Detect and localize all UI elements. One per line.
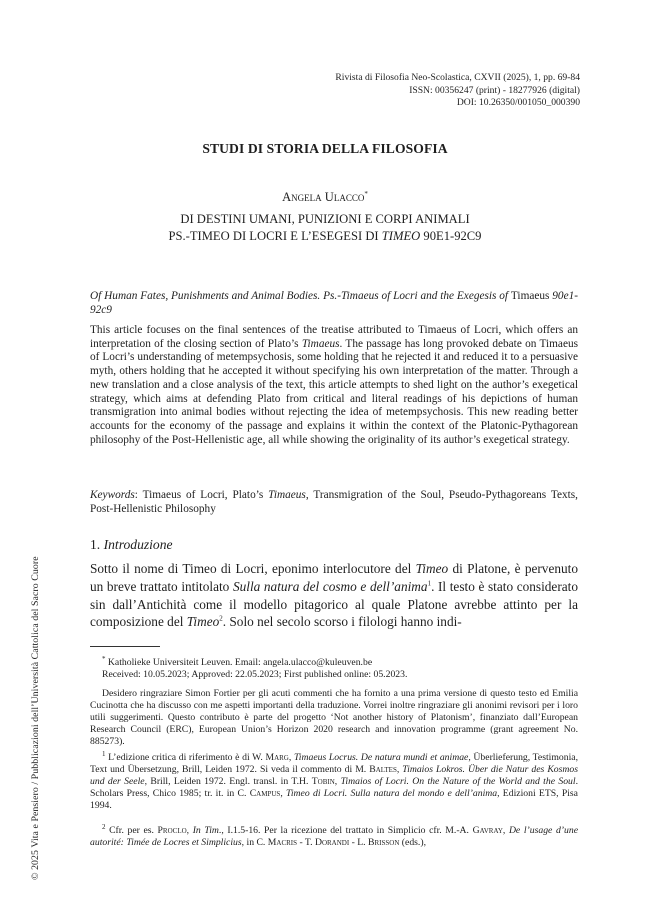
footnote-separator: [90, 646, 160, 647]
section-heading-text: Introduzione: [103, 537, 173, 552]
fn-text: ,: [288, 752, 294, 763]
article-title-line1: DI DESTINI UMANI, PUNIZIONI E CORPI ANIMALI: [180, 212, 470, 226]
journal-issn: ISSN: 00356247 (print) - 18277926 (digital): [409, 84, 580, 96]
fn-title: Timaios of Locri. On the Nature of the World and the Soul: [340, 776, 576, 788]
footnote-acknowledgements: [90, 688, 578, 748]
fn-title: Timaeus Locrus. De natura mundi et animae: [293, 752, 469, 763]
body-text: . Il testo è stato considerato sin dall’Antichità come il modello pitagorico al quale Platone avrebbe attinto per la composizione del: [90, 578, 578, 630]
article-title: [0, 211, 650, 245]
fn-title: Timaios Lokros. Über die Natur des Kosmos und der Seele: [90, 764, 579, 788]
title-part: PS.-TIMEO DI LOCRI E L’ESEGESI DI: [168, 229, 382, 243]
body-text: Sotto il nome di Timeo di Locri, eponimo interlocutore del: [90, 561, 416, 576]
fn-author: Marg: [265, 752, 289, 763]
fn-text: Cfr. per es.: [105, 825, 158, 836]
body-text: . Solo nel secolo scorso i filologi hanno indi-: [222, 614, 462, 630]
article-title-line2: [0, 228, 650, 245]
fn-text: (eds.),: [399, 837, 427, 849]
body-italic: Timeo: [415, 561, 449, 576]
keywords: [90, 489, 578, 516]
fn-text: , in C.: [241, 837, 268, 849]
fn-text: - L.: [349, 837, 369, 849]
fn-author: Proclo: [157, 825, 187, 836]
footnote-ref-1[interactable]: 1: [427, 579, 432, 588]
acknowledgements-text: Desidero ringraziare Simon Fortier per gli acuti commenti che ha fornito a una prima versione di questo testo ed Emilia Cucinotta che ha discusso con me aspetti importanti della traduzione. Vorrei inoltre ringraziare gli anonimi revisori per i loro utili suggerimenti. Questo contributo è parte del progetto ‘Not another history of Platonism’, finanziato dall’European Research Council (ERC), European Union’s Horizon 2020 research and innovation programme (grant agreement No. 885273).: [90, 688, 578, 748]
footnote-number: 1: [102, 749, 106, 758]
fn-author: Gavray: [472, 825, 503, 836]
fn-author: Campus: [249, 788, 281, 800]
english-title: [90, 290, 578, 317]
body-italic: Timeo: [186, 614, 220, 630]
fn-text: ,: [396, 764, 403, 776]
author-footnote-mark[interactable]: *: [364, 189, 368, 198]
title-part: 90E1-92C9: [420, 229, 482, 243]
fn-author: Tobin: [311, 776, 335, 788]
keywords-label: Keywords: [90, 489, 135, 501]
footnote-1: [90, 749, 579, 812]
fn-text: , Edizioni ETS, Pisa 1994.: [90, 788, 578, 812]
body-paragraph: [90, 560, 578, 631]
english-title-text: Of Human Fates, Punishments and Animal Bodies. Ps.-Timaeus of Locri and the Exegesis of: [90, 290, 511, 302]
fn-author: Macris: [267, 837, 298, 849]
section-number: 1.: [90, 537, 104, 552]
fn-author: Dorandi: [314, 837, 350, 849]
copyright-sidebar: © 2025 Vita e Pensiero / Pubblicazioni dell’Università Cattolica del Sacro Cuore: [30, 556, 41, 880]
english-title-upright: Timaeus: [510, 290, 550, 302]
journal-header: [335, 72, 580, 110]
journal-doi: DOI: 10.26350/001050_000390: [456, 97, 580, 109]
abstract: [90, 324, 578, 447]
received-dates: Received: 10.05.2023; Approved: 22.05.2023; First published online: 05.2023.: [102, 669, 408, 681]
fn-text: ,: [186, 825, 193, 836]
footnote-number: 2: [102, 822, 106, 831]
english-title-end: 90e1-92c9: [90, 290, 579, 316]
author-name: Angela Ulacco: [282, 190, 365, 204]
section-title: STUDI DI STORIA DELLA FILOSOFIA: [202, 141, 448, 156]
fn-text: ,: [334, 776, 341, 788]
fn-text: ,: [502, 825, 509, 836]
body-text: di Platone, è pervenuto un breve trattato intitolato: [90, 561, 578, 594]
fn-author: Baltes: [369, 764, 397, 776]
author-line: [0, 190, 650, 205]
fn-author: Brisson: [368, 837, 400, 849]
body-italic: Sulla natura del cosmo e dell’anima: [232, 578, 428, 594]
section-heading: [90, 537, 578, 553]
fn-text: . Scholars Press, Chico 1985; tr. it. in C.: [90, 776, 579, 800]
keywords-italic: Timaeus: [268, 489, 306, 501]
abstract-text: . The passage has long provoked debate on Timaeus of Locri’s understanding of metempsychosis, some holding that he rejected it and reduced it to a persuasive myth, others holding that he accepted it without specifying his own interpretation of the matter. Through a new translation and a close analysis of the text, this article attempts to shed light on the author’s exegetical strategy, which aims at defending Plato from critical and literal readings of his depictions of human transmigration into animal bodies without rejecting the idea of metempsychosis. This new reading better accounts for the economy of the passage and explains it within the context of the Platonic-Pythagorean philosophy of the Post-Hellenistic age, all while showing the originality of its author’s exegetical strategy.: [90, 337, 578, 446]
fn-title: Timeo di Locri. Sulla natura del mondo e dell’anima: [286, 788, 498, 800]
fn-title: In Tim: [192, 825, 219, 836]
fn-title: De l’usage d’une autorité: Timée de Locres et Simplicius: [90, 825, 578, 849]
footnote-affiliation: [90, 654, 578, 681]
fn-text: - T.: [297, 837, 315, 849]
footnote-2: [90, 822, 578, 849]
fn-text: , Überlieferung, Testimonia, Text und Übersetzung, Brill, Leiden 1972. Si veda il commento di M.: [90, 752, 578, 776]
fn-text: L’edizione critica di riferimento è di W.: [105, 752, 266, 763]
fn-text: ,: [280, 788, 287, 800]
fn-text: , Brill, Leiden 1972. Engl. transl. in T.H.: [144, 776, 312, 788]
affiliation-text: Katholieke Universiteit Leuven. Email: angela.ulacco@kuleuven.be: [105, 657, 373, 668]
abstract-text: This article focuses on the final sentences of the treatise attributed to Timaeus of Locri, which offers an interpretation of the closing section of Plato’s: [90, 324, 578, 350]
abstract-italic: Timaeus: [301, 337, 340, 350]
fn-text: ., I.1.5-16. Per la ricezione del trattato in Simplicio cfr. M.-A.: [218, 825, 473, 836]
keywords-text: : Timaeus of Locri, Plato’s: [134, 489, 269, 501]
footnote-ref-2[interactable]: 2: [219, 614, 223, 623]
journal-citation: Rivista di Filosofia Neo-Scolastica, CXVII (2025), 1, pp. 69-84: [335, 72, 580, 83]
keywords-text: , Transmigration of the Soul, Pseudo-Pythagoreans Texts, Post-Hellenistic Philosophy: [90, 489, 579, 515]
title-italic: TIMEO: [381, 229, 421, 243]
footnote-mark: *: [102, 654, 106, 663]
